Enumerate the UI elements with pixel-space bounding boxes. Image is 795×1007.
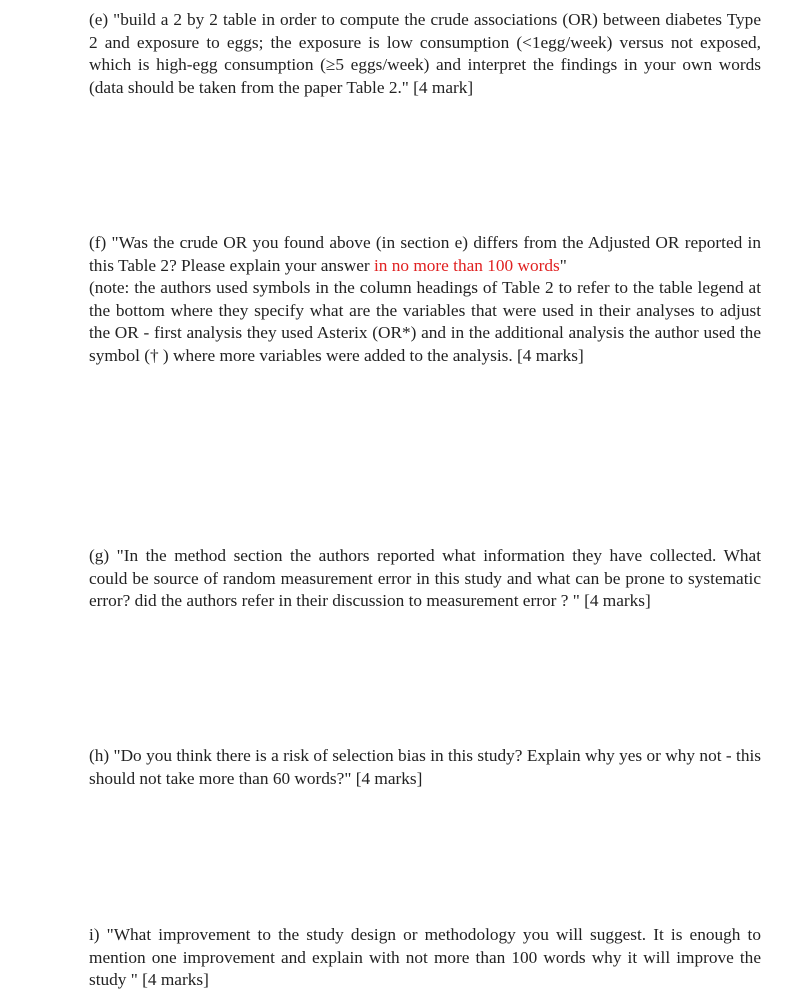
question-f-text: (f) "Was the crude OR you found above (in section e) differs from the Adjusted OR reported in this Table 2? Please explain your answer (89, 233, 761, 275)
question-f-note: (note: the authors used symbols in the column headings of Table 2 to refer to the table legend at the bottom where they specify what are the variables that were used in their analyses to adjust the OR - first analysis they used Asterix (OR*) and in the additional analysis the author used the symbol († ) where more variables were added to the analysis. [4 marks] (89, 278, 761, 365)
question-f-closing-quote: " (559, 255, 567, 275)
question-g: (g) "In the method section the authors reported what information they have collected. What could be source of random measurement error in this study and what can be prone to systematic error? did the authors refer in their discussion to measurement error ? " [4 marks] (89, 546, 761, 610)
question-i: i) "What improvement to the study design or methodology you will suggest. It is enough to mention one improvement and explain with not more than 100 words why it will improve the study " [4 marks] (89, 925, 761, 989)
question-f (89, 232, 761, 367)
word-limit-highlight: in no more than 100 words (373, 255, 560, 275)
question-h: (h) "Do you think there is a risk of selection bias in this study? Explain why yes or why not - this should not take more than 60 words?" [4 marks] (89, 746, 761, 788)
question-e: (e) "build a 2 by 2 table in order to compute the crude associations (OR) between diabetes Type 2 and exposure to eggs; the exposure is low consumption (<1egg/week) versus not exposed, which is high-egg consumption (≥5 eggs/week) and interpret the findings in your own words (data should be taken from the paper Table 2." [4 mark] (89, 10, 761, 97)
